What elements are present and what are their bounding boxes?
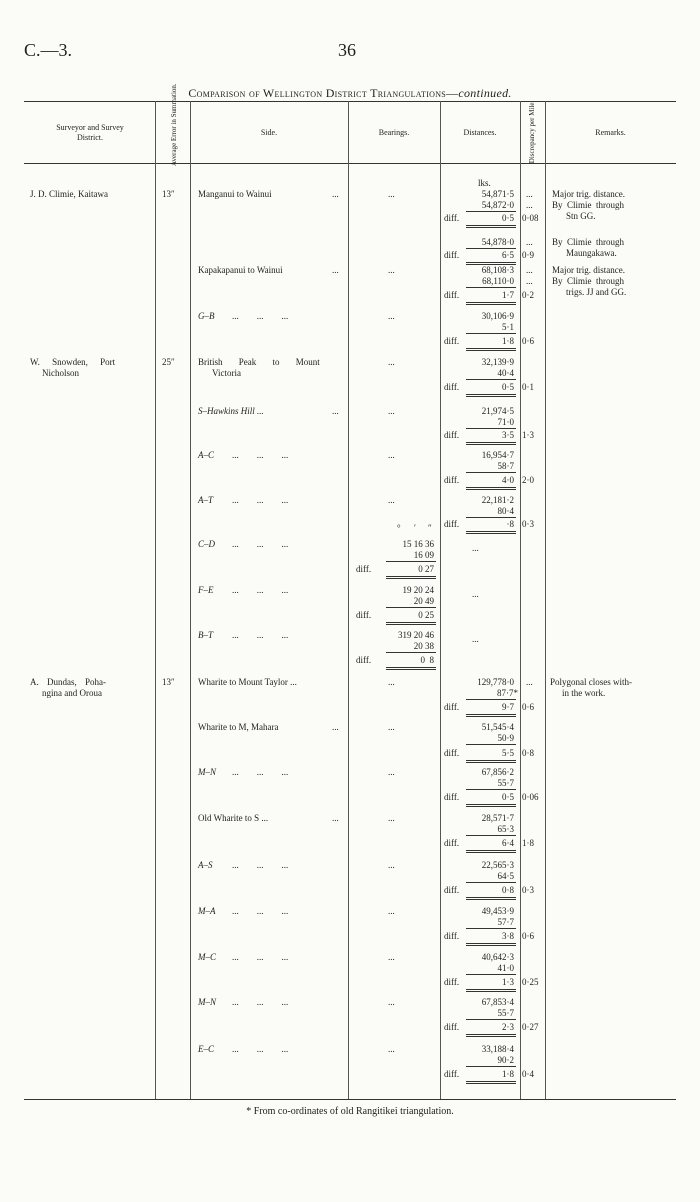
distance-value: 55·7 <box>497 778 514 788</box>
sum-rule <box>466 943 516 944</box>
remark-text: By Climie through <box>552 276 624 286</box>
bearing-value: ... <box>388 860 395 870</box>
sum-rule <box>466 1019 516 1020</box>
header-remarks: Remarks. <box>595 128 626 137</box>
diff-label: diff. <box>356 655 372 665</box>
header-discrepancy: Discrepancy per Mile. <box>528 100 536 164</box>
col-divider <box>545 101 546 1099</box>
distance-value: 5·1 <box>502 322 514 332</box>
surveyor-district: Nicholson <box>42 368 79 378</box>
sum-rule <box>466 428 516 429</box>
side-dots: ... ... ... <box>232 767 289 777</box>
sum-rule <box>466 974 516 975</box>
sum-rule <box>466 304 516 305</box>
side-dots: ... ... ... <box>232 906 289 916</box>
diff-label: diff. <box>444 792 460 802</box>
side-label: E–C <box>198 1044 215 1054</box>
bearing-value: 20 49 <box>413 596 434 606</box>
diff-value: 0·8 <box>502 885 514 895</box>
distance-value: 49,453·9 <box>481 906 514 916</box>
bearing-value: ... <box>388 406 395 416</box>
disc-value: 0·9 <box>522 250 534 260</box>
unit-min: ′ <box>414 523 416 533</box>
sum-rule <box>466 379 516 380</box>
sum-rule <box>466 1036 516 1037</box>
disc-value: ... <box>526 237 533 247</box>
remark-text: in the work. <box>562 688 606 698</box>
distance-value: 58·7 <box>497 461 514 471</box>
disc-value: 0·6 <box>522 702 534 712</box>
sum-rule <box>386 576 436 577</box>
bearing-value: 19 20 24 <box>402 585 434 595</box>
disc-value: 0·8 <box>522 748 534 758</box>
surveyor-name: J. D. Climie, Kaitawa <box>30 189 108 199</box>
sum-rule <box>466 852 516 853</box>
side-dots: ... ... ... <box>232 585 289 595</box>
error-value: 25″ <box>162 357 175 367</box>
side-label: Old Wharite to S ... <box>198 813 269 823</box>
side-label: B–T <box>198 630 214 640</box>
remark-text: By Climie through <box>552 237 624 247</box>
distance-value: 64·5 <box>497 871 514 881</box>
bearing-value: ... <box>388 952 395 962</box>
header-side: Side. <box>260 128 278 137</box>
bearing-value: ... <box>388 997 395 1007</box>
bearing-value: ... <box>388 1044 395 1054</box>
sum-rule <box>466 835 516 836</box>
diff-label: diff. <box>444 748 460 758</box>
sum-rule <box>466 444 516 445</box>
side-label: F–E <box>198 585 214 595</box>
diff-label: diff. <box>444 702 460 712</box>
remark-text: Polygonal closes with- <box>550 677 632 687</box>
disc-value: 1·8 <box>522 838 534 848</box>
distance-value: 90·2 <box>497 1055 514 1065</box>
remark-text: Stn GG. <box>566 211 596 221</box>
side-dots: ... ... ... <box>232 539 289 549</box>
side-label: A–C <box>198 450 215 460</box>
diff-label: diff. <box>444 977 460 987</box>
footnote: * From co-ordinates of old Rangitikei triangulation. <box>246 1106 454 1117</box>
side-dots: ... ... ... <box>232 630 289 640</box>
distance-value: 16,954·7 <box>481 450 514 460</box>
side-dots: ... ... ... <box>232 952 289 962</box>
remark-text: Major trig. distance. <box>552 265 625 275</box>
page-ref: C.—3. <box>24 40 73 60</box>
diff-value: 3·5 <box>502 430 514 440</box>
side-label: Kapakapanui to Wainui <box>198 265 283 275</box>
distance-value: 54,872·0 <box>481 200 514 210</box>
bearing-diff: 0 8 <box>420 655 434 665</box>
col-divider <box>520 101 521 1099</box>
distance-value: 54,871·5 <box>481 189 514 199</box>
sum-rule <box>466 225 516 226</box>
side-label: M–C <box>198 952 216 962</box>
side-dots: ... ... ... <box>232 450 289 460</box>
bearing-value: ... <box>388 767 395 777</box>
sum-rule <box>466 472 516 473</box>
disc-value: 0·3 <box>522 885 534 895</box>
sum-rule <box>386 652 436 653</box>
side-dots: ... ... ... <box>232 1044 289 1054</box>
sum-rule <box>466 945 516 946</box>
distance-value: 41·0 <box>497 963 514 973</box>
diff-label: diff. <box>444 213 460 223</box>
distance-value: ... <box>472 543 479 553</box>
distance-value: 22,565·3 <box>481 860 514 870</box>
remark-text: trigs. JJ and GG. <box>566 287 627 297</box>
side-dots: ... ... ... <box>232 860 289 870</box>
header-error: Average Error in Summation. <box>170 83 178 166</box>
disc-value: 0·6 <box>522 931 534 941</box>
disc-value: 1·3 <box>522 430 534 440</box>
sum-rule <box>466 394 516 395</box>
bearing-value: 16 09 <box>413 550 434 560</box>
sum-rule <box>466 714 516 715</box>
table-top-rule <box>24 101 676 102</box>
bearing-value: ... <box>388 311 395 321</box>
disc-value: 0·08 <box>522 213 539 223</box>
distance-value: 67,856·2 <box>481 767 514 777</box>
sum-rule <box>466 350 516 351</box>
diff-value: ·8 <box>506 519 514 529</box>
distance-value: 28,571·7 <box>481 813 514 823</box>
side-dots: ... <box>332 813 339 823</box>
sum-rule <box>466 1083 516 1084</box>
diff-label: diff. <box>444 838 460 848</box>
sum-rule <box>466 899 516 900</box>
sum-rule <box>466 850 516 851</box>
diff-label: diff. <box>444 382 460 392</box>
sum-rule <box>466 804 516 805</box>
sum-rule <box>466 928 516 929</box>
sum-rule <box>466 789 516 790</box>
remark-text: By Climie through <box>552 200 624 210</box>
side-dots: ... ... ... <box>232 311 289 321</box>
distance-value: 57·7 <box>497 917 514 927</box>
side-dots: ... ... ... <box>232 495 289 505</box>
diff-label: diff. <box>444 475 460 485</box>
diff-value: 3·8 <box>502 931 514 941</box>
distance-value: 71·0 <box>497 417 514 427</box>
diff-value: 1·7 <box>502 290 514 300</box>
side-label: Manganui to Wainui <box>198 189 272 199</box>
distance-value: 55·7 <box>497 1008 514 1018</box>
side-label: M–N <box>198 767 216 777</box>
disc-value: 0·2 <box>522 290 534 300</box>
distance-value: 50·9 <box>497 733 514 743</box>
diff-label: diff. <box>444 430 460 440</box>
sum-rule <box>466 989 516 990</box>
sum-rule <box>466 897 516 898</box>
diff-label: diff. <box>444 250 460 260</box>
bearing-diff: 0 27 <box>418 564 434 574</box>
diff-value: 5·5 <box>502 748 514 758</box>
disc-value: 0·4 <box>522 1069 534 1079</box>
col-divider <box>190 101 191 1099</box>
unit-lks: lks. <box>478 178 491 188</box>
disc-value: ... <box>526 276 533 286</box>
bearing-value: 319 20 46 <box>398 630 434 640</box>
distance-value: 30,106·9 <box>481 311 514 321</box>
side-label: G–B <box>198 311 215 321</box>
side-label: Wharite to Mount Taylor ... <box>198 677 297 687</box>
disc-value: ... <box>526 677 533 687</box>
distance-value: 51,545·4 <box>481 722 514 732</box>
table-bottom-rule <box>24 1099 676 1100</box>
side-label-cont: Victoria <box>212 368 241 378</box>
sum-rule <box>466 442 516 443</box>
distance-value: 32,139·9 <box>481 357 514 367</box>
side-dots: ... <box>332 265 339 275</box>
distance-value: ... <box>472 589 479 599</box>
side-dots: ... <box>332 722 339 732</box>
sum-rule <box>386 561 436 562</box>
side-dots: ... <box>332 406 339 416</box>
sum-rule <box>466 882 516 883</box>
bearing-value: ... <box>388 265 395 275</box>
table-header-rule <box>24 163 676 164</box>
diff-value: 0·5 <box>502 792 514 802</box>
side-label: A–S <box>198 860 213 870</box>
sum-rule <box>466 762 516 763</box>
remark-text: Maungakawa. <box>566 248 617 258</box>
diff-label: diff. <box>356 610 372 620</box>
distance-value: 54,878·0 <box>481 237 514 247</box>
bearing-value: ... <box>388 906 395 916</box>
disc-value: ... <box>526 265 533 275</box>
side-label: C–D <box>198 539 216 549</box>
bearing-value: ... <box>388 722 395 732</box>
sum-rule <box>466 531 516 532</box>
sum-rule <box>466 744 516 745</box>
table-title: Comparison of Wellington District Triangulations—continued. <box>188 86 512 100</box>
distance-value: ... <box>472 634 479 644</box>
distance-value: 129,778·0 <box>477 677 514 687</box>
unit-deg: ° <box>397 523 401 533</box>
sum-rule <box>466 302 516 303</box>
diff-label: diff. <box>356 564 372 574</box>
sum-rule <box>466 699 516 700</box>
sum-rule <box>466 1081 516 1082</box>
disc-value: 0·25 <box>522 977 539 987</box>
diff-value: 1·8 <box>502 1069 514 1079</box>
side-label: Wharite to M, Mahara <box>198 722 279 732</box>
sum-rule <box>386 624 436 625</box>
sum-rule <box>466 1066 516 1067</box>
unit-sec: ″ <box>428 523 432 533</box>
sum-rule <box>386 669 436 670</box>
distance-value: 68,110·0 <box>482 276 514 286</box>
bearing-value: ... <box>388 495 395 505</box>
distance-value: 33,188·4 <box>481 1044 514 1054</box>
side-label: S–Hawkins Hill ... <box>198 406 264 416</box>
side-label: British Peak to Mount <box>198 357 320 367</box>
sum-rule <box>386 578 436 579</box>
diff-label: diff. <box>444 1069 460 1079</box>
sum-rule <box>466 487 516 488</box>
bearing-value: ... <box>388 450 395 460</box>
sum-rule <box>466 716 516 717</box>
diff-value: 1·8 <box>502 336 514 346</box>
sum-rule <box>466 396 516 397</box>
sum-rule <box>466 211 516 212</box>
disc-value: ... <box>526 189 533 199</box>
diff-label: diff. <box>444 931 460 941</box>
sum-rule <box>466 348 516 349</box>
distance-value: 87·7* <box>497 688 518 698</box>
header-distances: Distances. <box>463 128 497 137</box>
diff-value: 2·3 <box>502 1022 514 1032</box>
bearing-value: 20 38 <box>413 641 434 651</box>
bearing-value: ... <box>388 813 395 823</box>
sum-rule <box>466 1034 516 1035</box>
remark-text: Major trig. distance. <box>552 189 625 199</box>
diff-label: diff. <box>444 290 460 300</box>
disc-value: 0·1 <box>522 382 534 392</box>
sum-rule <box>386 667 436 668</box>
sum-rule <box>386 607 436 608</box>
diff-value: 6·4 <box>502 838 514 848</box>
distance-value: 80·4 <box>497 506 514 516</box>
sum-rule <box>386 622 436 623</box>
surveyor-name: W. Snowden, Port <box>30 357 116 367</box>
side-label: M–N <box>198 997 216 1007</box>
diff-value: 6·5 <box>502 250 514 260</box>
diff-label: diff. <box>444 519 460 529</box>
side-label: M–A <box>198 906 216 916</box>
diff-value: 0·5 <box>502 382 514 392</box>
sum-rule <box>466 227 516 228</box>
sum-rule <box>466 760 516 761</box>
sum-rule <box>466 248 516 249</box>
error-value: 13″ <box>162 677 175 687</box>
disc-value: 0·3 <box>522 519 534 529</box>
bearing-diff: 0 25 <box>418 610 434 620</box>
sum-rule <box>466 262 516 263</box>
sum-rule <box>466 991 516 992</box>
side-dots: ... ... ... <box>232 997 289 1007</box>
surveyor-name: A. Dundas, Poha- <box>30 677 106 687</box>
side-label: A–T <box>198 495 214 505</box>
error-value: 13″ <box>162 189 175 199</box>
distance-value: 68,108·3 <box>481 265 514 275</box>
distance-value: 40·4 <box>497 368 514 378</box>
diff-value: 1·3 <box>502 977 514 987</box>
bearing-value: ... <box>388 189 395 199</box>
sum-rule <box>466 287 516 288</box>
disc-value: 0·6 <box>522 336 534 346</box>
surveyor-district: ngina and Oroua <box>42 688 102 698</box>
diff-value: 0·5 <box>502 213 514 223</box>
sum-rule <box>466 806 516 807</box>
distance-value: 65·3 <box>497 824 514 834</box>
disc-value: 2·0 <box>522 475 534 485</box>
bearing-value: ... <box>388 677 395 687</box>
diff-value: 4·0 <box>502 475 514 485</box>
header-bearings: Bearings. <box>378 128 410 137</box>
sum-rule <box>466 517 516 518</box>
side-dots: ... <box>332 189 339 199</box>
header-surveyor: Surveyor and Survey District. <box>56 123 124 142</box>
sum-rule <box>466 533 516 534</box>
diff-label: diff. <box>444 885 460 895</box>
bearing-value: ... <box>388 357 395 367</box>
page-number: 36 <box>338 40 356 60</box>
disc-value: ... <box>526 200 533 210</box>
distance-value: 67,853·4 <box>481 997 514 1007</box>
disc-value: 0·06 <box>522 792 539 802</box>
disc-value: 0·27 <box>522 1022 539 1032</box>
distance-value: 22,181·2 <box>481 495 514 505</box>
sum-rule <box>466 333 516 334</box>
distance-value: 40,642·3 <box>481 952 514 962</box>
diff-label: diff. <box>444 1022 460 1032</box>
diff-label: diff. <box>444 336 460 346</box>
sum-rule <box>466 489 516 490</box>
col-divider <box>155 101 156 1099</box>
diff-value: 9·7 <box>502 702 514 712</box>
col-divider <box>348 101 349 1099</box>
bearing-value: 15 16 36 <box>402 539 434 549</box>
distance-value: 21,974·5 <box>481 406 514 416</box>
